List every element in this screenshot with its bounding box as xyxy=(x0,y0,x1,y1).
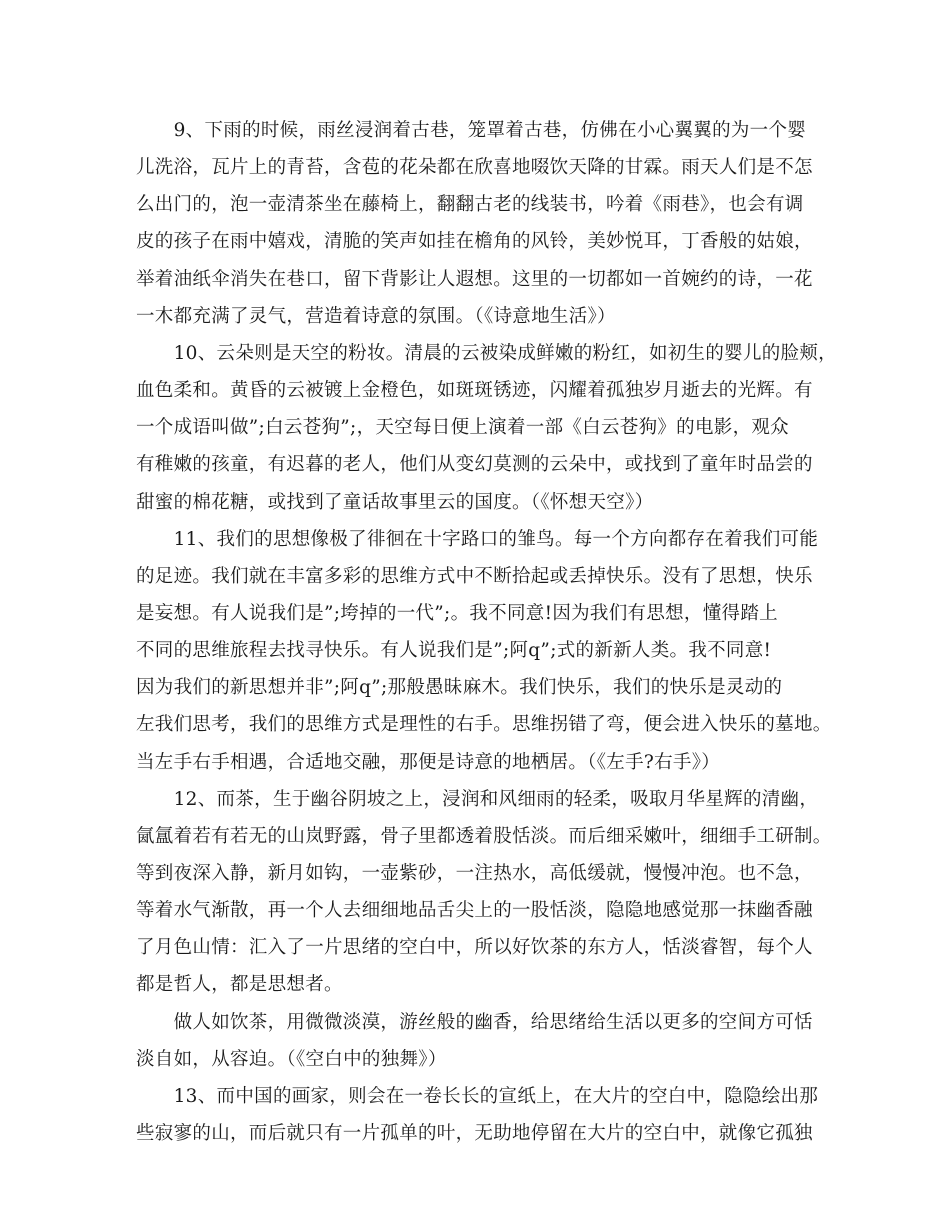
text-line: 是妄想。有人说我们是”;垮掉的一代”;。我不同意!因为我们有思想，懂得踏上 xyxy=(136,602,778,624)
text-line: 了月色山情：汇入了一片思绪的空白中，所以好饮茶的东方人，恬淡睿智，每个人 xyxy=(136,937,813,959)
text-line: 一个成语叫做”;白云苍狗”;，天空每日便上演着一部《白云苍狗》的电影，观众 xyxy=(136,417,789,439)
text-line: 等到夜深入静，新月如钩，一壶紫砂，一注热水，高低缓就，慢慢冲泡。也不急， xyxy=(136,863,813,884)
text-line: 当左手右手相遇，合适地交融，那便是诗意的地栖居。（《左手?右手》） xyxy=(136,751,721,773)
text-line: 做人如饮茶，用微微淡漠，游丝般的幽香，给思绪给生活以更多的空间方可恬 xyxy=(136,1011,813,1033)
text-line: 些寂寥的山，而后就只有一片孤单的叶，无助地停留在大片的空白中，就像它孤独 xyxy=(136,1123,813,1145)
text-line: 氤氲着若有若无的山岚野露，骨子里都透着股恬淡。而后细采嫩叶，细细手工研制。 xyxy=(136,825,832,847)
text-line: 等着水气渐散，再一个人去细细地品舌尖上的一股恬淡，隐隐地感觉那一抹幽香融 xyxy=(136,900,813,922)
text-line: 甜蜜的棉花糖，或找到了童话故事里云的国度。（《怀想天空》） xyxy=(136,491,654,513)
text-line: 11、我们的思想像极了徘徊在十字路口的雏鸟。每一个方向都存在着我们可能 xyxy=(136,528,819,550)
text-line: 都是哲人，都是思想者。 xyxy=(136,974,343,996)
text-line: 儿洗浴，瓦片上的青苔，含苞的花朵都在欣喜地啜饮天降的甘霖。雨天人们是不怎 xyxy=(136,157,813,179)
text-line: 10、云朵则是天空的粉妆。清晨的云被染成鲜嫩的粉红，如初生的婴儿的脸颊， xyxy=(136,342,837,364)
text-line: 么出门的，泡一壶清茶坐在藤椅上，翻翻古老的线装书，吟着《雨巷》，也会有调 xyxy=(136,194,804,216)
text-line: 皮的孩子在雨中嬉戏，清脆的笑声如挂在檐角的风铃，美妙悦耳，丁香般的姑娘， xyxy=(136,231,813,253)
text-line: 因为我们的新思想并非”;阿q”;那般愚昧麻木。我们快乐，我们的快乐是灵动的 xyxy=(136,677,783,699)
text-line: 不同的思维旅程去找寻快乐。有人说我们是”;阿q”;式的新新人类。我不同意! xyxy=(136,640,772,662)
text-line: 12、而茶，生于幽谷阴坡之上，浸润和风细雨的轻柔，吸取月华星辉的清幽， xyxy=(136,788,819,810)
text-line: 淡自如，从容迫。（《空白中的独舞》） xyxy=(136,1048,447,1070)
text-line: 13、而中国的画家，则会在一卷长长的宣纸上，在大片的空白中，隐隐绘出那 xyxy=(136,1085,819,1107)
text-line: 的足迹。我们就在丰富多彩的思维方式中不断拾起或丢掉快乐。没有了思想，快乐 xyxy=(136,565,813,587)
text-line: 有稚嫩的孩童，有迟暮的老人，他们从变幻莫测的云朵中，或找到了童年时品尝的 xyxy=(136,454,813,476)
text-line: 9、下雨的时候，雨丝浸润着古巷，笼罩着古巷，仿佛在小心翼翼的为一个婴 xyxy=(136,120,807,141)
text-line: 一木都充满了灵气，营造着诗意的氛围。（《诗意地生活》） xyxy=(136,305,616,327)
text-line: 举着油纸伞消失在巷口，留下背影让人遐想。这里的一切都如一首婉约的诗，一花 xyxy=(136,268,813,290)
text-line: 左我们思考，我们的思维方式是理性的右手。思维拐错了弯，便会进入快乐的墓地。 xyxy=(136,714,832,736)
text-line: 血色柔和。黄昏的云被镀上金橙色，如斑斑锈迹，闪耀着孤独岁月逝去的光辉。有 xyxy=(136,380,813,402)
